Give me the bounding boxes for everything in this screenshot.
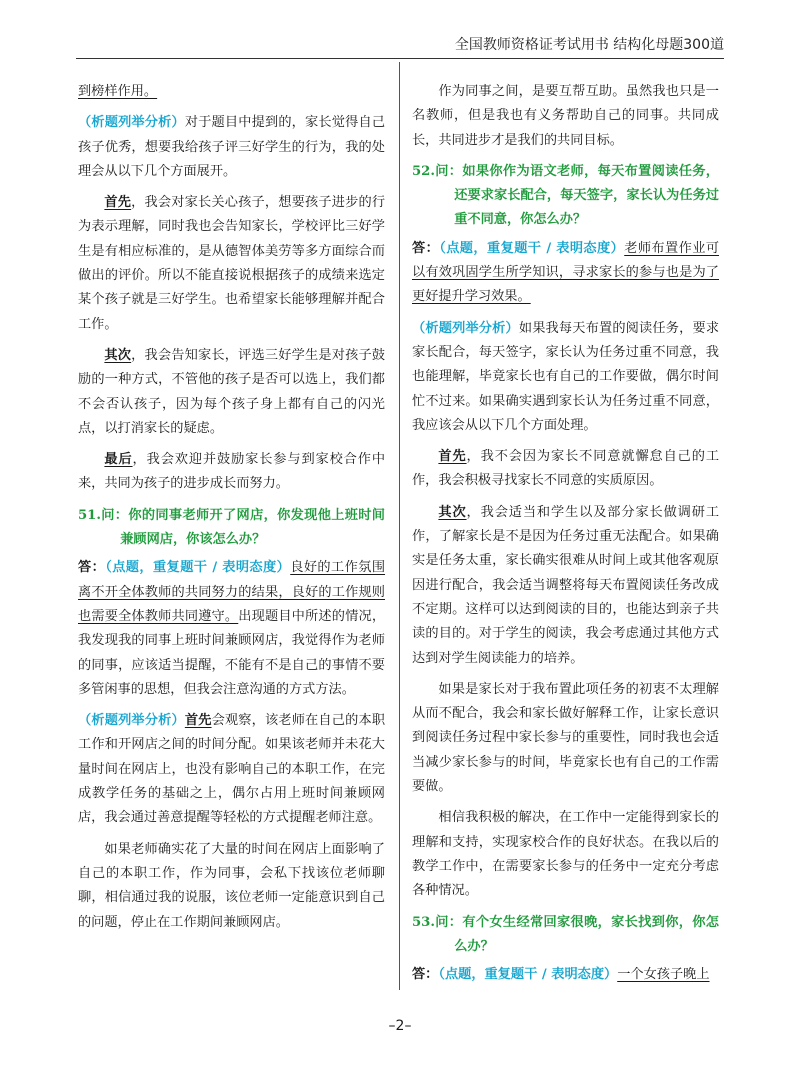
keyword-first: 首先 xyxy=(184,713,212,729)
header-title: 全国教师资格证考试用书 结构化母题300道 xyxy=(454,37,724,53)
paragraph xyxy=(412,806,719,903)
paragraph xyxy=(412,445,719,494)
answer-label: 答： xyxy=(412,240,440,256)
point-tag: （点题，重复题干 / 表明态度） xyxy=(438,967,618,983)
question-text: 你的同事老师开了网店，你发现他上班时间兼顾网店，你该怎么办？ xyxy=(120,507,385,548)
point-tag: （点题，重复题干 / 表明态度） xyxy=(105,560,291,576)
paragraph xyxy=(78,80,385,104)
page-number-text: –2– xyxy=(388,1018,412,1034)
page-number xyxy=(0,1018,800,1034)
paragraph xyxy=(412,317,719,438)
answer-underlined: 良好的工作氛围离不开全体教师的共同努力的结果，良好的工作规则也需要全体教师共同遵守。 xyxy=(78,560,386,624)
paragraph-text: 到榜样作用。 xyxy=(78,84,158,99)
answer-52 xyxy=(412,237,719,310)
paragraph-text: 如果我每天布置的阅读任务，要求家长配合，每天签字，家长认为任务过重不同意，我也能理解，毕竟家长也有自己的工作要做，偶尔时间忙不过来。如果确实遇到家长认为任务过重不同意，我应该会从以下几个方面处理。 xyxy=(412,320,720,433)
question-number: 53.问： xyxy=(412,914,463,930)
paragraph-text: ，我会适当和学生以及部分家长做调研工作，了解家长是不是因为任务过重无法配合。如果确实是任务太重，家长确实很难从时间上或其他客观原因进行配合，我会适当调整将每天布置阅读任务改成不定期。这样可以达到阅读的目的，也能达到亲子共读的目的。对于学生的阅读，我会考虑通过其他方式达到对学生阅读能力的培养。 xyxy=(412,504,720,666)
paragraph-text: 如果老师确实花了大量的时间在网店上面影响了自己的本职工作，作为同事，会私下找该位老师聊聊，相信通过我的说服，该位老师一定能意识到自己的问题，停止在工作期间兼顾网店。 xyxy=(78,841,385,930)
paragraph xyxy=(78,191,385,337)
keyword-second: 其次 xyxy=(104,347,132,363)
question-text: 如果你作为语文老师，每天布置阅读任务，还要求家长配合，每天签字，家长认为任务过重不同意，你怎么办？ xyxy=(454,163,719,228)
question-number: 52.问： xyxy=(412,163,463,179)
question-53 xyxy=(412,911,719,960)
answer-text: 出现题目中所述的情况，我发现我的同事上班时间兼顾网店，我觉得作为老师的同事，应该适当提醒，不能有不是自己的事情不要多管闲事的思想，但我会注意沟通的方式方法。 xyxy=(78,608,386,697)
paragraph-text: 相信我积极的解决，在工作中一定能得到家长的理解和支持，实现家校合作的良好状态。在我以后的教学工作中，在需要家长参与的任务中一定充分考虑各种情况。 xyxy=(412,810,719,899)
answer-underlined: 一个女孩子晚上 xyxy=(617,967,710,983)
paragraph xyxy=(78,709,385,830)
keyword-first: 首先 xyxy=(438,449,467,465)
question-51 xyxy=(78,504,385,553)
right-column xyxy=(412,80,719,994)
paragraph xyxy=(412,678,719,799)
paragraph xyxy=(78,448,385,497)
left-column xyxy=(78,80,385,942)
analysis-tag: （析题列举分析） xyxy=(78,115,185,131)
paragraph-text: 作为同事之间，是要互帮互助。虽然我也只是一名教师，但是我也有义务帮助自己的同事。共同成长，共同进步才是我们的共同目标。 xyxy=(412,84,719,148)
paragraph-text: ，我不会因为家长不同意就懈怠自己的工作，我会积极寻找家长不同意的实质原因。 xyxy=(412,449,720,489)
answer-underlined: 老师布置作业可以有效巩固学生所学知识，寻求家长的参与也是为了更好提升学习效果。 xyxy=(412,240,720,305)
paragraph-text: ，我会欢迎并鼓励家长参与到家校合作中来，共同为孩子的进步成长而努力。 xyxy=(78,452,386,492)
keyword-second: 其次 xyxy=(438,504,467,520)
keyword-first: 首先 xyxy=(104,195,132,211)
paragraph-text: ，我会对家长关心孩子，想要孩子进步的行为表示理解，同时我也会告知家长，学校评比三好学生是有相应标准的，是从德智体美劳等多方面综合而做出的评价。所以不能直接说根据孩子的成绩来选定某个孩子就是三好学生。也希望家长能够理解并配合工作。 xyxy=(78,195,386,332)
question-52 xyxy=(412,160,719,233)
paragraph-text: ，我会告知家长，评选三好学生是对孩子鼓励的一种方式，不管他的孩子是否可以选上，我们都不会否认孩子，因为每个孩子身上都有自己的闪光点，以打消家长的疑虑。 xyxy=(78,347,386,436)
paragraph xyxy=(412,501,719,671)
paragraph xyxy=(412,80,719,153)
answer-53 xyxy=(412,963,719,987)
paragraph-text: 会观察，该老师在自己的本职工作和开网店之间的时间分配。如果该老师并未花大量时间在网店上，也没有影响自己的本职工作，在完成教学任务的基础之上，偶尔占用上班时间兼顾网店，我会通过善意提醒等轻松的方式提醒老师注意。 xyxy=(78,713,386,826)
answer-label: 答： xyxy=(78,560,106,576)
question-text: 有个女生经常回家很晚，家长找到你，你怎么办？ xyxy=(454,914,719,954)
paragraph xyxy=(78,111,385,184)
analysis-tag: （析题列举分析） xyxy=(412,320,519,336)
paragraph-text: 如果是家长对于我布置此项任务的初衷不太理解从而不配合，我会和家长做好解释工作，让家长意识到阅读任务过程中家长参与的重要性，同时我也会适当减少家长参与的时间，毕竟家长也有自己的工作需要做。 xyxy=(412,681,719,795)
paragraph-text: 对于题目中提到的，家长觉得自己孩子优秀，想要我给孩子评三好学生的行为，我的处理会从以下几个方面展开。 xyxy=(78,115,386,179)
column-divider xyxy=(399,62,400,990)
question-number: 51.问： xyxy=(78,507,129,523)
analysis-tag: （析题列举分析） xyxy=(78,713,185,729)
paragraph xyxy=(78,838,385,935)
answer-51 xyxy=(78,556,385,702)
paragraph xyxy=(78,344,385,441)
running-header xyxy=(76,34,724,59)
point-tag: （点题，重复题干 / 表明态度） xyxy=(439,240,625,256)
answer-label: 答： xyxy=(412,967,439,983)
keyword-last: 最后 xyxy=(104,452,133,468)
